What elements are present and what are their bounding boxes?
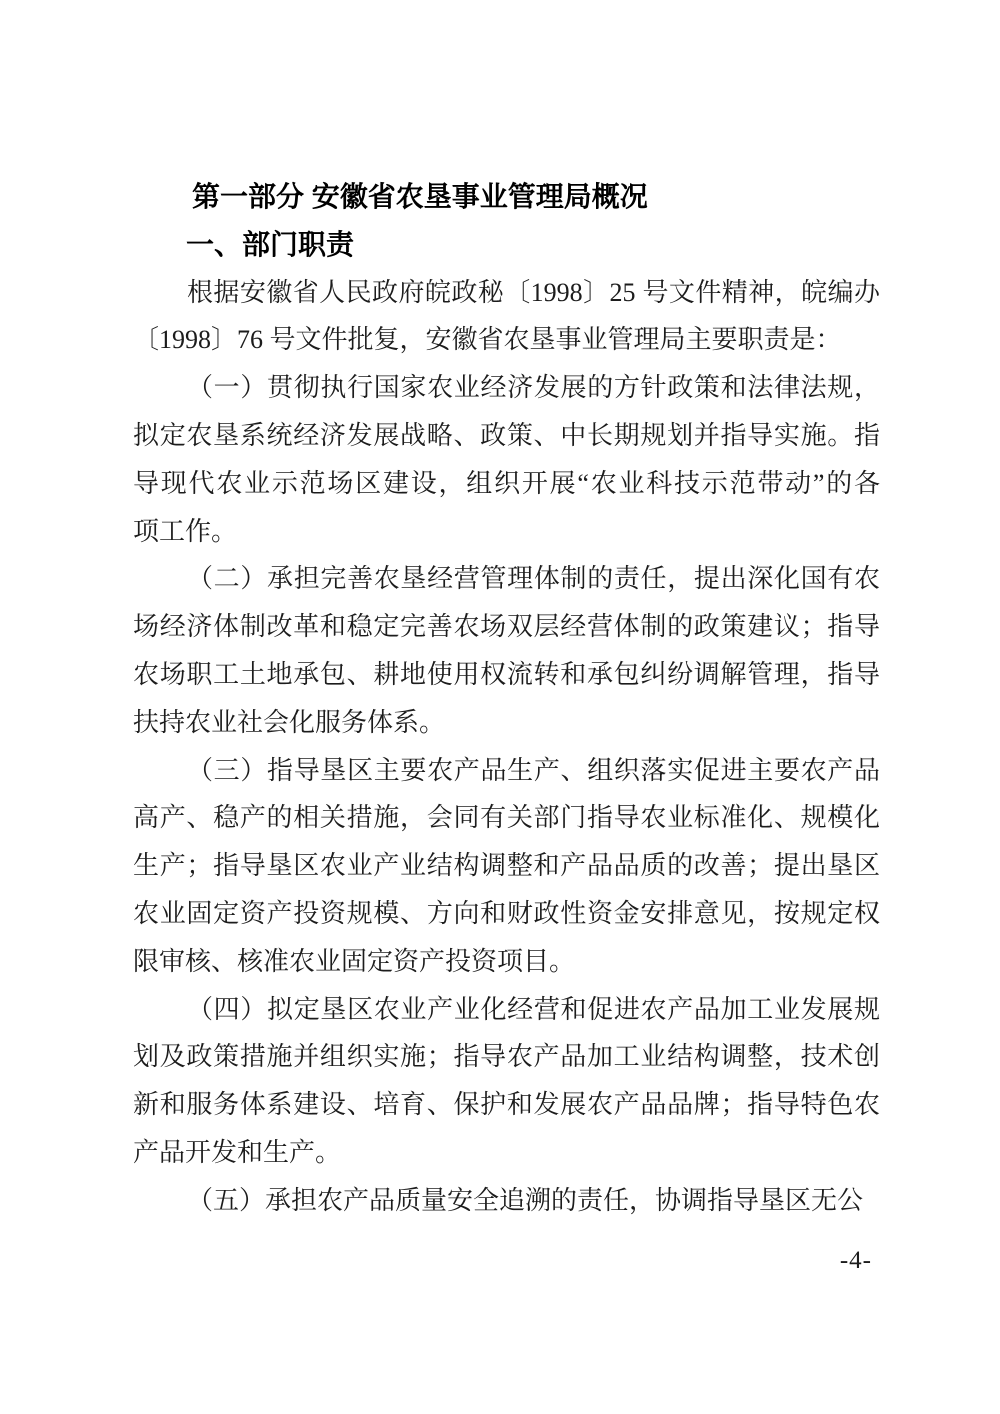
text-line: 新和服务体系建设、培育、保护和发展农产品品牌；指导特色农	[133, 1090, 880, 1120]
text-line: 场经济体制改革和稳定完善农场双层经营体制的政策建议；指导	[133, 612, 880, 642]
text-line: 农业固定资产投资规模、方向和财政性资金安排意见，按规定权	[133, 898, 880, 928]
body-paragraph	[133, 1177, 880, 1225]
body-paragraph	[133, 269, 880, 365]
subsection-title: 一、部门职责	[186, 228, 355, 260]
text-line: 拟定农垦系统经济发展战略、政策、中长期规划并指导实施。指	[133, 420, 880, 450]
text-line: （三）指导垦区主要农产品生产、组织落实促进主要农产品	[187, 755, 880, 785]
body-paragraph	[133, 364, 880, 555]
text-line: 生产；指导垦区农业产业结构调整和产品品质的改善；提出垦区	[133, 851, 880, 881]
text-line: 限审核、核准农业固定资产投资项目。	[133, 946, 576, 976]
text-line: （一）贯彻执行国家农业经济发展的方针政策和法律法规，	[187, 373, 880, 403]
body-paragraph	[133, 986, 880, 1177]
text-line: 划及政策措施并组织实施；指导农产品加工业结构调整，技术创	[133, 1042, 880, 1072]
text-line: 农场职工土地承包、耕地使用权流转和承包纠纷调解管理，指导	[133, 659, 880, 689]
text-line: 根据安徽省人民政府皖政秘〔1998〕25 号文件精神，皖编办	[187, 277, 880, 307]
text-line: （五）承担农产品质量安全追溯的责任，协调指导垦区无公	[187, 1185, 864, 1215]
body-paragraph	[133, 555, 880, 746]
text-line: （二）承担完善农垦经营管理体制的责任，提出深化国有农	[187, 564, 880, 594]
document-content	[133, 173, 880, 1225]
page-number: -4-	[839, 1247, 872, 1274]
text-line: （四）拟定垦区农业产业化经营和促进农产品加工业发展规	[187, 994, 880, 1024]
text-line: 〔1998〕76 号文件批复，安徽省农垦事业管理局主要职责是：	[133, 325, 842, 355]
section-title: 第一部分 安徽省农垦事业管理局概况	[192, 181, 648, 212]
body-paragraph	[133, 747, 880, 986]
text-line: 高产、稳产的相关措施，会同有关部门指导农业标准化、规模化	[133, 803, 880, 833]
document-body	[133, 269, 880, 1225]
text-line: 项工作。	[133, 516, 238, 546]
text-line: 导现代农业示范场区建设，组织开展“农业科技示范带动”的各	[133, 468, 880, 498]
text-line: 扶持农业社会化服务体系。	[133, 707, 446, 737]
text-line: 产品开发和生产。	[133, 1137, 342, 1167]
